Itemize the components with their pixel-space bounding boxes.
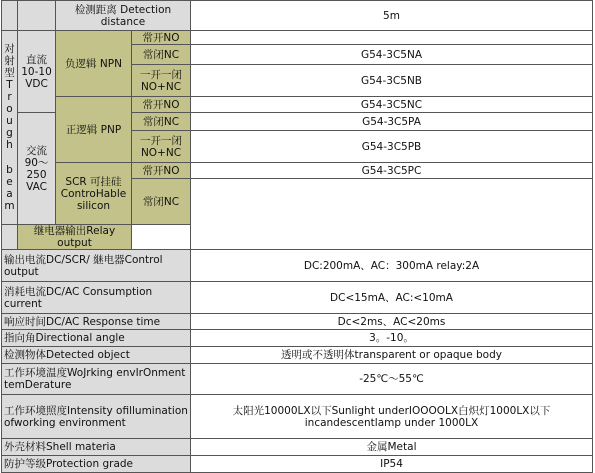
spec-value-control-output: DC:200mA、AC：300mA relay:2A (191, 250, 593, 282)
npn-no-model (191, 31, 593, 45)
spec-label-directional-angle: 指向角Directional angle (2, 330, 191, 347)
spec-value-illumination: 太阳光10000LX以下Sunlight underIOOOOLX白炽灯1000LX以下 incandescentlamp under 1000LX (191, 395, 593, 439)
npn-label: 负逻辑 NPN (56, 31, 132, 97)
spec-label-consumption-current: 消耗电流DC/AC Consumption current (2, 282, 191, 314)
pnp-no-nc-model: G54-3C5PB (191, 131, 593, 163)
spec-value-consumption-current: DC<15mA、AC:<10mA (191, 282, 593, 314)
pnp-no-type: 常开NO (132, 97, 191, 113)
detection-distance-value: 5m (191, 1, 593, 31)
pnp-no-nc-type: 一开一闭 NO+NC (132, 131, 191, 163)
spec-label-working-temperature: 工作环境温度WoJrking envIrOnment temDerature (2, 364, 191, 395)
spec-label-detected-object: 检测物体Detected object (2, 347, 191, 364)
scr-label: SCR 可挂硅 ControHable silicon (56, 163, 132, 225)
spec-value-protection-grade: IP54 (191, 456, 593, 473)
trough-beam-label: 对 射 型 T r o u g h b e a m (2, 31, 18, 225)
pnp-label: 正逻辑 PNP (56, 97, 132, 163)
npn-no-nc-type: 一开一闭 NO+NC (132, 65, 191, 97)
spec-table (1, 0, 593, 473)
npn-no-type: 常开NO (132, 31, 191, 45)
spec-label-control-output: 输出电流DC/SCR/ 継电器Control output (2, 250, 191, 282)
scr-no-model: G54-3C5PC (191, 163, 593, 179)
corner-cell (2, 1, 18, 31)
spec-label-shell-material: 外壳材料Shell materia (2, 439, 191, 456)
ac-group-label: 交流 90～250 VAC (18, 113, 56, 225)
spec-value-detected-object: 透明或不透明体transparent or opaque body (191, 347, 593, 364)
scr-nc-model (191, 179, 593, 250)
npn-nc-type: 常闭NC (132, 45, 191, 65)
npn-nc-model: G54-3C5NA (191, 45, 593, 65)
scr-nc-type: 常闭NC (132, 179, 191, 225)
spec-value-directional-angle: 3。-10。 (191, 330, 593, 347)
spec-value-working-temperature: -25℃～55℃ (191, 364, 593, 395)
spec-value-response-time: Dc<2ms、AC<20ms (191, 314, 593, 330)
dc-group-label: 直流 10-10 VDC (18, 31, 56, 113)
relay-output-label: 继电器输出Relay output (18, 225, 132, 250)
spec-label-response-time: 响应时间DC/AC Response time (2, 314, 191, 330)
spec-label-protection-grade: 防护等级Protection grade (2, 456, 191, 473)
pnp-no-model: G54-3C5NC (191, 97, 593, 113)
pnp-nc-model: G54-3C5PA (191, 113, 593, 131)
spec-label-illumination: 工作环境照度Intensity ofillumination ofworking environment (2, 395, 191, 439)
detection-distance-label: 检测距离 Detection distance (56, 1, 191, 31)
scr-no-type: 常开NO (132, 163, 191, 179)
relay-empty-cell (2, 225, 18, 250)
npn-no-nc-model: G54-3C5NB (191, 65, 593, 97)
spec-value-shell-material: 金属Metal (191, 439, 593, 456)
pnp-nc-type: 常闭NC (132, 113, 191, 131)
corner-cell (18, 1, 56, 31)
